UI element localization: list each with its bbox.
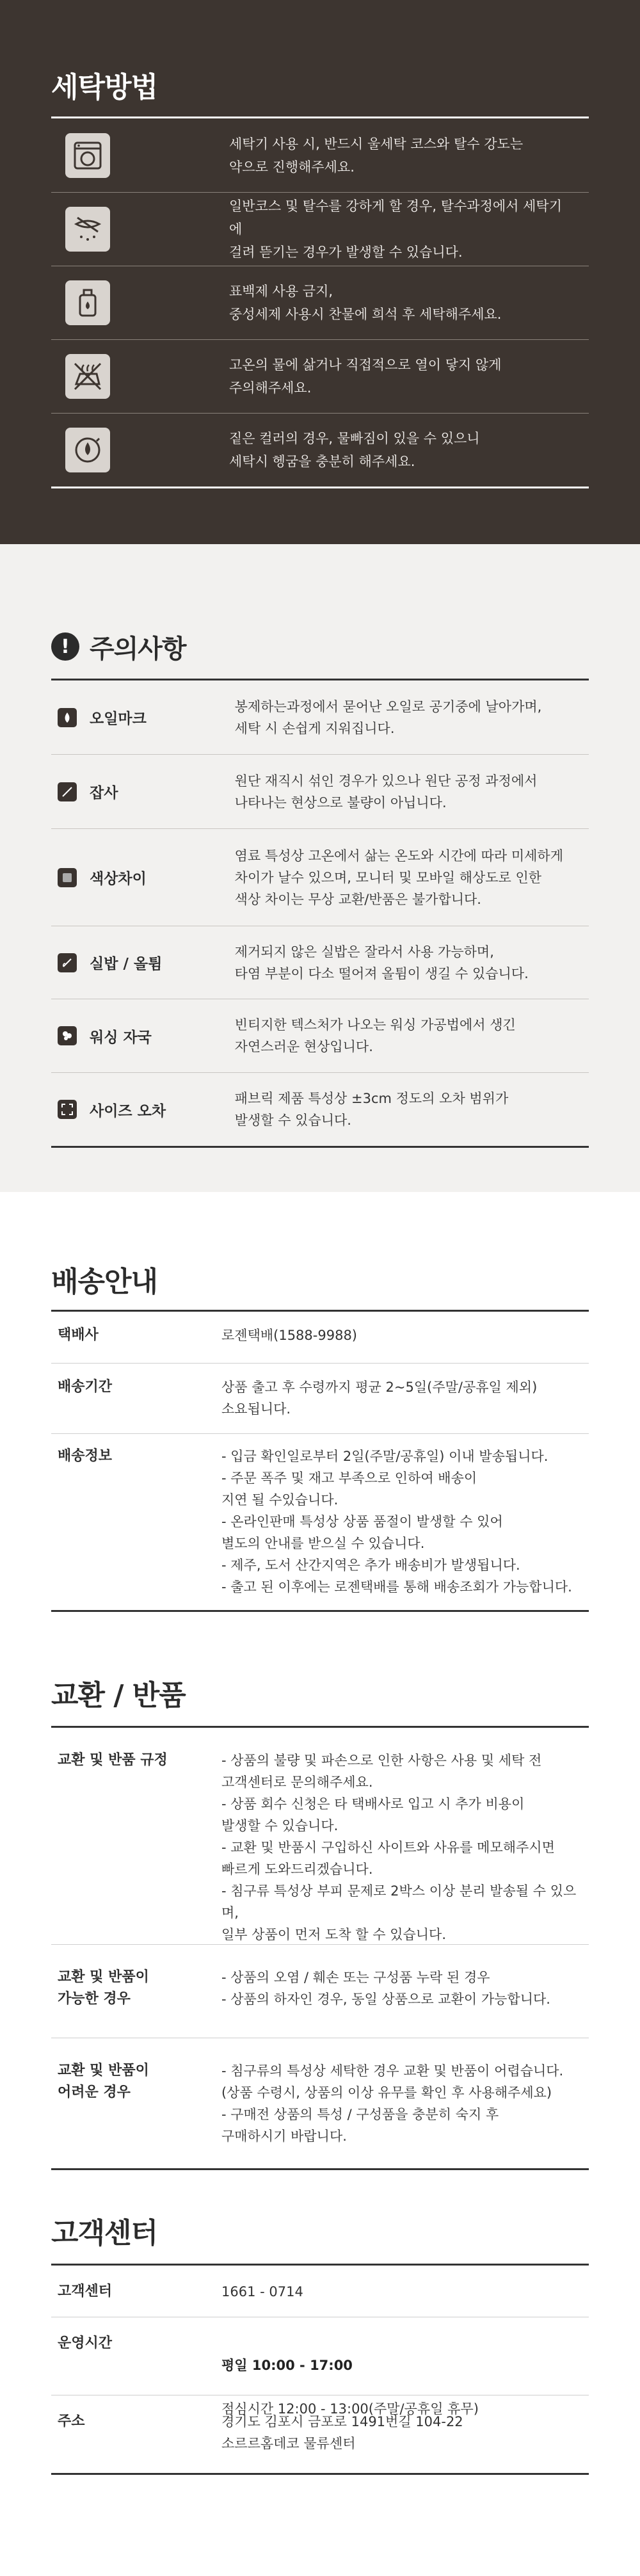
neutral-detergent-icon: [65, 280, 110, 325]
shipping-row-info: [51, 1433, 589, 1610]
returns-row-impossible: [51, 2038, 589, 2168]
hours-weekday: 평일 10:00 - 17:00: [221, 2358, 353, 2373]
caution-row-thread: [51, 754, 589, 828]
info-value: 경기도 김포시 금포로 1491번길 104-22 소르르홈데코 물류센터: [221, 2414, 463, 2451]
caution-label: 사이즈 오차: [90, 1102, 166, 1120]
size-arrows-icon: [58, 1100, 77, 1119]
caution-section: [0, 544, 640, 1192]
info-key: 배송정보: [58, 1448, 113, 1464]
returns-table: [51, 1726, 589, 2170]
caution-header: [51, 615, 589, 679]
info-value: [221, 2333, 589, 2417]
wash-row-machine: [51, 118, 589, 192]
wash-text: 고온의 물에 삶거나 직접적으로 열이 닿지 않게 주의해주세요.: [229, 357, 502, 396]
no-iron-icon: [65, 354, 110, 399]
cs-table: [51, 2264, 589, 2475]
caution-label: 색상차이: [90, 871, 147, 887]
caution-text: 원단 재직시 섞인 경우가 있으나 원단 공정 과정에서 나타나는 현상으로 불량이 아닙니다.: [234, 773, 538, 810]
info-key: 주소: [58, 2413, 85, 2429]
hours-lunch: 점심시간 12:00 - 13:00(주말/공휴일 휴무): [221, 2401, 479, 2417]
cs-row-phone: [51, 2266, 589, 2317]
info-key: 교환 및 반품이 어려운 경우: [58, 2063, 149, 2100]
wash-text: 세탁기 사용 시, 반드시 울세탁 코스와 탈수 강도는 약으로 진행해주세요.: [229, 136, 524, 175]
info-key: 배송기간: [58, 1379, 113, 1395]
wash-title: 세탁방법: [51, 71, 158, 104]
do-not-wring-icon: [65, 207, 110, 252]
color-bleed-icon: [65, 428, 110, 472]
wash-row-detergent: [51, 266, 589, 339]
wash-list: [51, 117, 589, 488]
caution-row-color: [51, 828, 589, 926]
returns-title: 교환 / 반품: [51, 1679, 186, 1712]
caution-text: 염료 특성상 고온에서 삶는 온도와 시간에 따라 미세하게 차이가 날수 있으며, 모니터 및 모바일 해상도로 인한 색상 차이는 무상 교환/반품은 불가합니다.: [234, 848, 563, 907]
oil-drop-icon: [58, 708, 77, 727]
info-value: 로젠택배(1588-9988): [221, 1328, 357, 1343]
exclamation-icon: !: [51, 632, 79, 661]
cs-title: 고객센터: [51, 2217, 158, 2250]
returns-row-possible: [51, 1944, 589, 2038]
caution-row-wash-mark: [51, 999, 589, 1072]
info-key: 교환 및 반품 규정: [58, 1752, 168, 1768]
caution-text: 제거되지 않은 실밥은 잘라서 사용 가능하며, 타염 부분이 다소 떨어져 올튐이 생길 수 있습니다.: [234, 944, 529, 981]
wash-text: 일반코스 및 탈수를 강하게 할 경우, 탈수과정에서 세탁기에 걸려 뜯기는 경우가 발생할 수 있습니다.: [229, 198, 562, 260]
info-value: 1661 - 0714: [221, 2284, 303, 2299]
info-key: 택배사: [58, 1327, 99, 1343]
caution-title: 주의사항: [90, 634, 186, 664]
caution-label: 잡사: [90, 785, 118, 801]
shipping-table: [51, 1310, 589, 1612]
wash-text: 표백제 사용 금지, 중성세제 사용시 찬물에 희석 후 세탁해주세요.: [229, 284, 502, 322]
wash-row-heat: [51, 339, 589, 413]
cs-section: [0, 2210, 640, 2576]
wash-section: [0, 0, 640, 544]
shipping-row-period: [51, 1363, 589, 1433]
cs-row-hours: [51, 2317, 589, 2417]
info-value: - 상품의 오염 / 훼손 또는 구성품 누락 된 경우 - 상품의 하자인 경우, 동일 상품으로 교환이 가능합니다.: [221, 1970, 550, 2007]
info-value: 상품 출고 후 수령까지 평균 2~5일(주말/공휴일 제외) 소요됩니다.: [221, 1380, 538, 1417]
wash-row-wring: [51, 192, 589, 266]
info-value: - 침구류의 특성상 세탁한 경우 교환 및 반품이 어렵습니다. (상품 수령시, 상품의 이상 유무를 확인 후 사용해주세요) - 구매전 상품의 특성 / 구성품을 충분히 숙지 후 구매하시기 바랍니다.: [221, 2063, 564, 2144]
caution-text: 봉제하는과정에서 묻어난 오일로 공기중에 날아가며, 세탁 시 손쉽게 지워집니다.: [234, 698, 542, 736]
caution-label: 실밥 / 올튐: [90, 956, 163, 972]
caution-text: 패브릭 제품 특성상 ±3cm 정도의 오차 범위가 발생할 수 있습니다.: [234, 1091, 509, 1128]
info-key: 교환 및 반품이 가능한 경우: [58, 1969, 149, 2007]
washing-machine-icon: [65, 133, 110, 178]
shipping-section: [0, 1192, 640, 1672]
caution-text: 빈티지한 텍스처가 나오는 워싱 가공법에서 생긴 자연스러운 현상입니다.: [234, 1017, 516, 1054]
caution-list: [51, 679, 589, 1148]
wash-row-color: [51, 413, 589, 487]
thread-icon: [58, 782, 77, 801]
shipping-title: 배송안내: [51, 1266, 158, 1298]
caution-row-loose-thread: [51, 926, 589, 999]
shipping-row-courier: [51, 1312, 589, 1363]
caution-label: 오일마크: [90, 711, 147, 727]
wash-text: 짙은 컬러의 경우, 물빠짐이 있을 수 있으니 세탁시 헹굼을 충분히 해주세요.: [229, 431, 480, 469]
caution-row-size: [51, 1072, 589, 1146]
color-swatch-icon: [58, 868, 77, 887]
info-value: - 입금 확인일로부터 2일(주말/공휴일) 이내 발송됩니다. - 주문 폭주 및 재고 부족으로 인하여 배송이 지연 될 수있습니다. - 온라인판매 특성상 상품 품절이 발생할 수 있어 별도의 안내를 받으실 수 있습니다. - 제주, 도서 산간지역은 추가 배송비가 발생됩니다. - 출고 된 이후에는 로젠택배를 통해 배송조회가 가능합니다.: [221, 1449, 572, 1595]
caution-label: 워싱 자국: [90, 1029, 152, 1046]
caution-row-oil: [51, 680, 589, 754]
returns-row-policy: [51, 1728, 589, 1944]
needle-icon: [58, 953, 77, 972]
info-value: - 상품의 불량 및 파손으로 인한 사항은 사용 및 세탁 전 고객센터로 문의해주세요. - 상품 회수 신청은 타 택배사로 입고 시 추가 비용이 발생할 수 있습니다. - 교환 및 반품시 구입하신 사이트와 사유를 메모해주시면 빠르게 도와드리겠습니다. - 침구류 특성상 부피 문제로 2박스 이상 분리 발송될 수 있으며, 일부 상품이 먼저 도착 할 수 있습니다.: [221, 1753, 577, 1942]
info-key: 고객센터: [58, 2283, 113, 2299]
returns-section: [0, 1672, 640, 2210]
info-key: 운영시간: [58, 2335, 113, 2351]
wash-mark-icon: [58, 1026, 77, 1045]
